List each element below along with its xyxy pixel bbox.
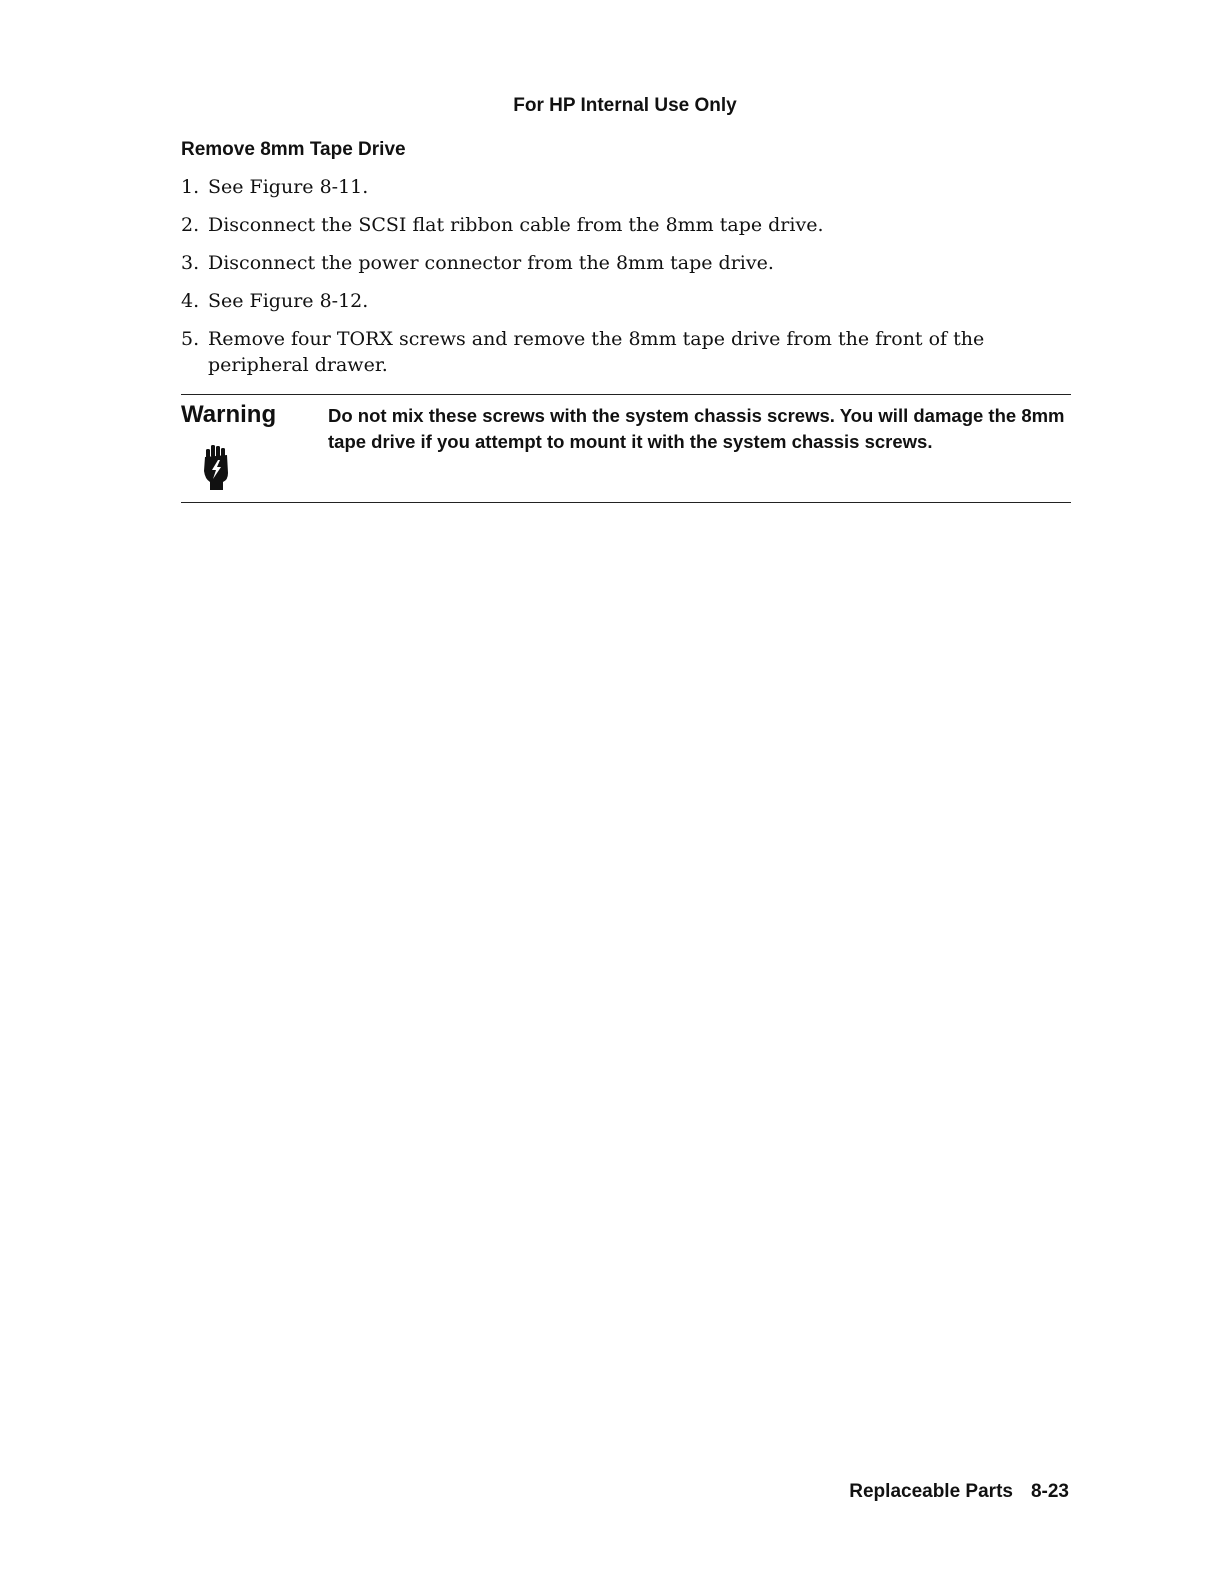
warning-box — [181, 394, 1071, 503]
warning-label: Warning — [181, 401, 277, 428]
step-text: See Figure 8-12. — [208, 290, 369, 312]
step-item — [181, 212, 1061, 238]
step-number: 3. — [181, 252, 200, 274]
page-footer — [849, 1481, 1069, 1503]
step-item — [181, 250, 1061, 276]
step-text: Disconnect the power connector from the 8mm tape drive. — [208, 252, 774, 274]
footer-section-name: Replaceable Parts — [849, 1481, 1013, 1502]
page-number: 8-23 — [1030, 1481, 1069, 1502]
step-item — [181, 174, 1061, 200]
internal-use-notice: For HP Internal Use Only — [513, 95, 737, 116]
step-item — [181, 288, 1061, 314]
step-number: 1. — [181, 176, 200, 198]
procedure-steps — [181, 174, 1061, 390]
step-number: 4. — [181, 290, 200, 312]
step-text: See Figure 8-11. — [208, 176, 369, 198]
step-number: 2. — [181, 214, 200, 236]
step-item — [181, 326, 1061, 378]
step-text: Remove four TORX screws and remove the 8mm tape drive from the front of the peripheral drawer. — [208, 328, 985, 376]
warning-hand-icon — [203, 445, 229, 491]
section-title: Remove 8mm Tape Drive — [181, 139, 406, 160]
step-text: Disconnect the SCSI flat ribbon cable from the 8mm tape drive. — [208, 214, 824, 236]
step-number: 5. — [181, 328, 200, 350]
warning-text: Do not mix these screws with the system chassis screws. You will damage the 8mm tape drive if you attempt to mount it with the system chassis screws. — [328, 405, 1065, 452]
